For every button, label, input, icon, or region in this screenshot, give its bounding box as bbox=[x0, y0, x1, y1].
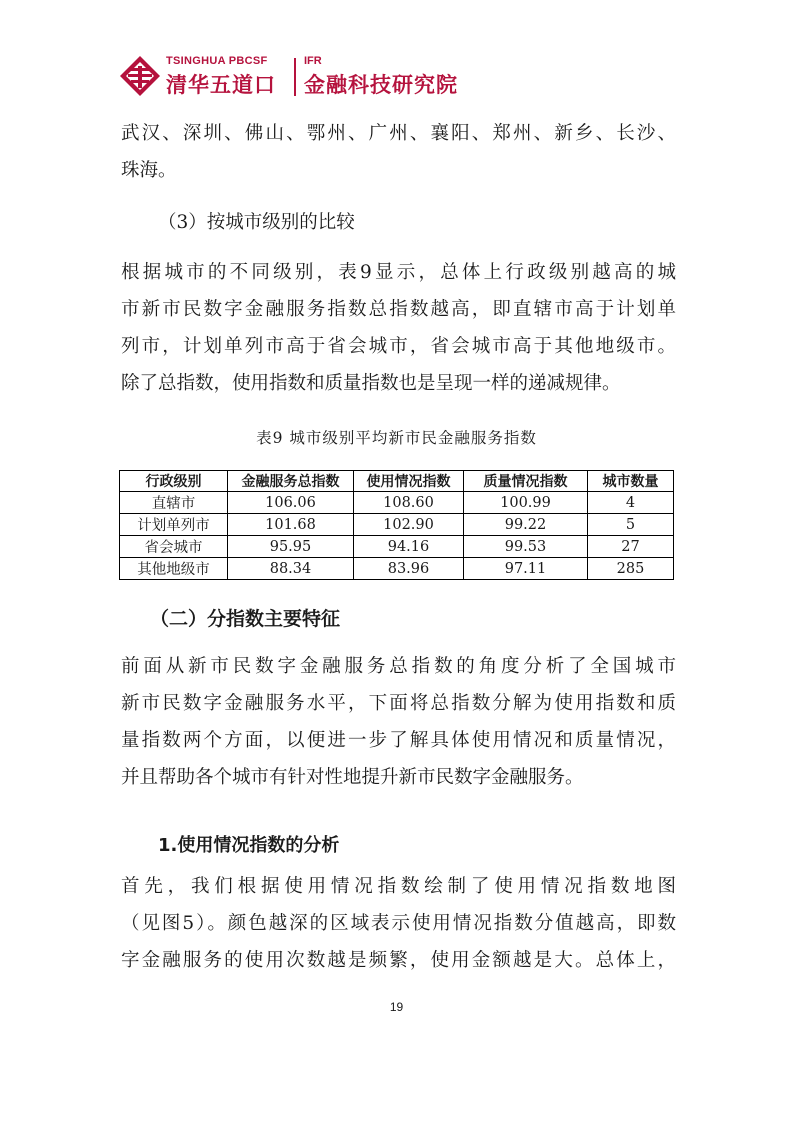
table-row bbox=[120, 492, 674, 514]
paragraph-city-level bbox=[121, 254, 676, 402]
header-divider bbox=[294, 58, 296, 96]
text-line: 量指数两个方面，以便进一步了解具体使用情况和质量情况， bbox=[121, 730, 676, 751]
institute-chinese: 金融科技研究院 bbox=[304, 73, 458, 97]
table-row bbox=[120, 536, 674, 558]
table-cell: 94.16 bbox=[354, 536, 464, 558]
table-cell: 其他地级市 bbox=[120, 558, 228, 580]
table-cell: 83.96 bbox=[354, 558, 464, 580]
tsinghua-pbcsf-logo-icon bbox=[118, 54, 162, 98]
table-cell: 95.95 bbox=[228, 536, 354, 558]
section-heading-sub-index: （二）分指数主要特征 bbox=[150, 608, 341, 630]
paragraph-sub-index-intro bbox=[121, 648, 676, 796]
table-cell: 106.06 bbox=[228, 492, 354, 514]
table-cell: 计划单列市 bbox=[120, 514, 228, 536]
brand-english: TSINGHUA PBCSF bbox=[166, 55, 268, 67]
table-cell: 100.99 bbox=[464, 492, 588, 514]
table-header-row bbox=[120, 471, 674, 492]
table-cell: 102.90 bbox=[354, 514, 464, 536]
text-line: 字金融服务的使用次数越是频繁，使用金额越是大。总体上， bbox=[121, 950, 676, 971]
page-header bbox=[118, 52, 478, 102]
column-header: 城市数量 bbox=[588, 471, 674, 492]
text-line: 新市民数字金融服务水平，下面将总指数分解为使用指数和质 bbox=[121, 693, 676, 714]
text-line: （见图5）。颜色越深的区域表示使用情况指数分值越高，即数 bbox=[121, 913, 676, 934]
table-cell: 99.22 bbox=[464, 514, 588, 536]
text-line: 并且帮助各个城市有针对性地提升新市民数字金融服务。 bbox=[121, 767, 584, 788]
table-cell: 5 bbox=[588, 514, 674, 536]
table-row bbox=[120, 558, 674, 580]
text-line: 根据城市的不同级别，表9显示，总体上行政级别越高的城 bbox=[121, 262, 676, 283]
subsection-heading-usage-index: 1.使用情况指数的分析 bbox=[158, 835, 340, 856]
text-line: 市新市民数字金融服务指数总指数越高，即直辖市高于计划单 bbox=[121, 299, 676, 320]
table-cell: 直辖市 bbox=[120, 492, 228, 514]
text-line: 前面从新市民数字金融服务总指数的角度分析了全国城市 bbox=[121, 656, 676, 677]
column-header: 金融服务总指数 bbox=[228, 471, 354, 492]
column-header: 质量情况指数 bbox=[464, 471, 588, 492]
paragraph-city-list bbox=[121, 115, 676, 189]
table-cell: 88.34 bbox=[228, 558, 354, 580]
column-header: 使用情况指数 bbox=[354, 471, 464, 492]
text-line: 除了总指数，使用指数和质量指数也是呈现一样的递减规律。 bbox=[121, 373, 621, 394]
table-cell: 101.68 bbox=[228, 514, 354, 536]
table-caption: 表9 城市级别平均新市民金融服务指数 bbox=[256, 429, 537, 447]
table-cell: 97.11 bbox=[464, 558, 588, 580]
column-header: 行政级别 bbox=[120, 471, 228, 492]
institute-english: IFR bbox=[304, 55, 322, 67]
text-line: 武汉、深圳、佛山、鄂州、广州、襄阳、郑州、新乡、长沙、 bbox=[121, 123, 676, 144]
table-row bbox=[120, 514, 674, 536]
table-cell: 4 bbox=[588, 492, 674, 514]
table-cell: 27 bbox=[588, 536, 674, 558]
table-cell: 108.60 bbox=[354, 492, 464, 514]
text-line: 列市，计划单列市高于省会城市，省会城市高于其他地级市。 bbox=[121, 336, 676, 357]
paragraph-usage-index bbox=[121, 868, 676, 979]
text-line: 首先，我们根据使用情况指数绘制了使用情况指数地图 bbox=[121, 876, 676, 897]
city-level-index-table bbox=[119, 470, 674, 580]
table-cell: 99.53 bbox=[464, 536, 588, 558]
brand-chinese: 清华五道口 bbox=[166, 73, 276, 97]
table-cell: 285 bbox=[588, 558, 674, 580]
table-cell: 省会城市 bbox=[120, 536, 228, 558]
text-line: 珠海。 bbox=[121, 160, 177, 181]
page-number: 19 bbox=[389, 1000, 404, 1014]
section-heading-city-level: （3）按城市级别的比较 bbox=[158, 212, 355, 233]
